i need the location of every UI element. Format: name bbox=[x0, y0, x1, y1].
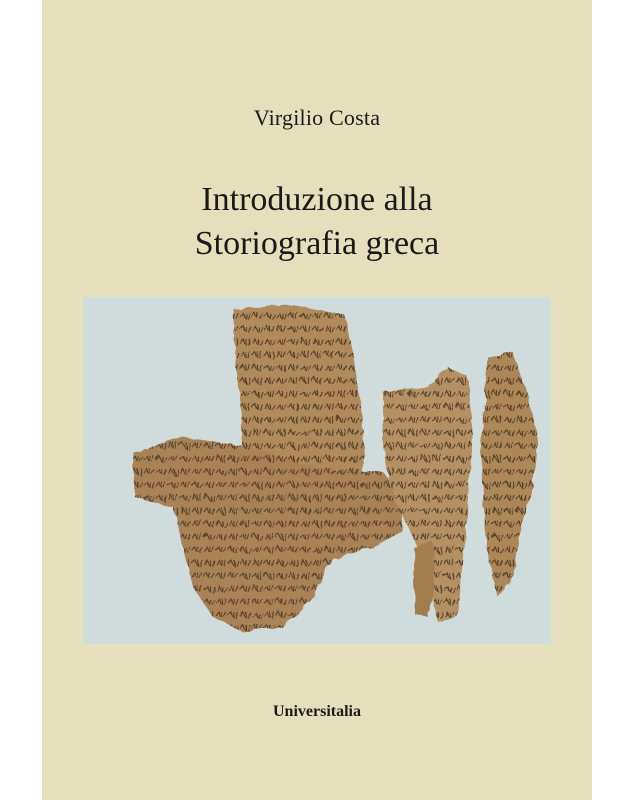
title-line-2: Storiografia greca bbox=[194, 225, 440, 262]
author-name: Virgilio Costa bbox=[253, 105, 381, 130]
title-line-1: Introduzione alla bbox=[201, 181, 433, 218]
book-cover bbox=[42, 0, 592, 800]
papyrus-fragments-icon bbox=[83, 297, 551, 644]
cover-photo bbox=[83, 297, 551, 644]
publisher-name: Universitalia bbox=[273, 703, 361, 720]
book-title bbox=[42, 178, 592, 266]
